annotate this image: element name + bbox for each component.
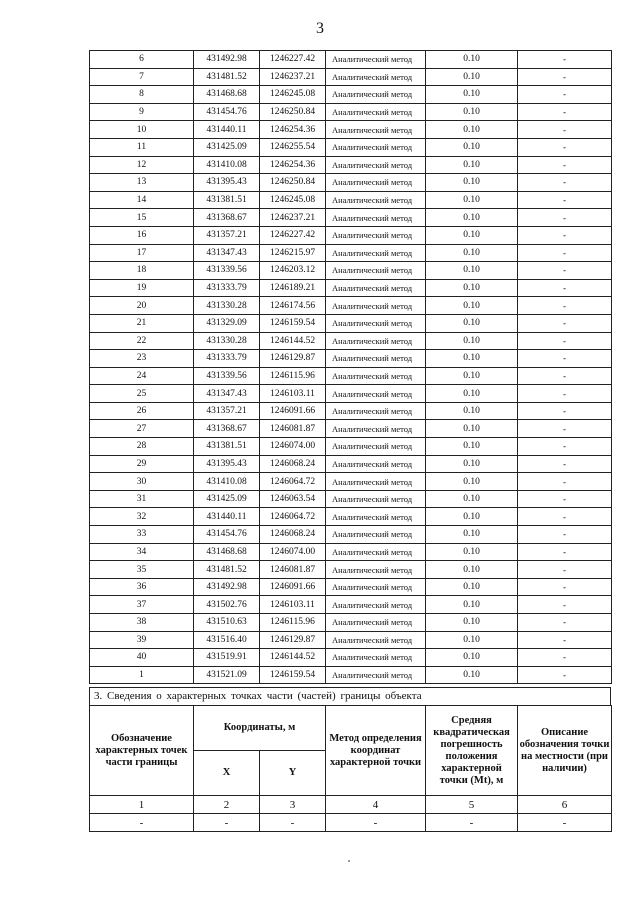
y-coordinate-cell: 1246250.84 <box>260 174 326 192</box>
accuracy-cell: 0.10 <box>426 420 518 438</box>
point-number-cell: 22 <box>90 332 194 350</box>
point-number-cell: 23 <box>90 350 194 368</box>
y-coordinate-cell: 1246091.66 <box>260 578 326 596</box>
accuracy-cell: 0.10 <box>426 543 518 561</box>
accuracy-cell: 0.10 <box>426 244 518 262</box>
point-number-cell: 29 <box>90 455 194 473</box>
accuracy-cell: 0.10 <box>426 631 518 649</box>
accuracy-cell: 0.10 <box>426 561 518 579</box>
accuracy-cell: 0.10 <box>426 649 518 667</box>
point-number-cell: 19 <box>90 279 194 297</box>
y-coordinate-cell: 1246081.87 <box>260 561 326 579</box>
table-row <box>90 526 612 544</box>
accuracy-cell: 0.10 <box>426 121 518 139</box>
y-coordinate-cell: 1246091.66 <box>260 402 326 420</box>
x-coordinate-cell: 431339.56 <box>194 367 260 385</box>
method-cell: Аналитический метод <box>326 191 426 209</box>
table-row <box>90 121 612 139</box>
x-coordinate-cell: 431410.08 <box>194 473 260 491</box>
method-cell: Аналитический метод <box>326 420 426 438</box>
x-coordinate-cell: 431519.91 <box>194 649 260 667</box>
scan-speck <box>348 860 350 862</box>
point-number-cell: 25 <box>90 385 194 403</box>
accuracy-cell: 0.10 <box>426 226 518 244</box>
accuracy-cell: 0.10 <box>426 262 518 280</box>
accuracy-cell: 0.10 <box>426 138 518 156</box>
point-number-cell: 8 <box>90 86 194 104</box>
y-coordinate-cell: 1246074.00 <box>260 543 326 561</box>
y-coordinate-cell: 1246129.87 <box>260 350 326 368</box>
point-number-cell: 6 <box>90 51 194 69</box>
description-cell: - <box>518 367 612 385</box>
method-cell: Аналитический метод <box>326 121 426 139</box>
x-coordinate-cell: 431481.52 <box>194 68 260 86</box>
description-cell: - <box>518 297 612 315</box>
y-coordinate-cell: 1246227.42 <box>260 226 326 244</box>
description-cell: - <box>518 244 612 262</box>
description-cell: - <box>518 631 612 649</box>
table-row <box>90 191 612 209</box>
x-coordinate-cell: 431381.51 <box>194 438 260 456</box>
description-cell: - <box>518 156 612 174</box>
point-number-cell: 9 <box>90 103 194 121</box>
method-cell: Аналитический метод <box>326 156 426 174</box>
method-cell: Аналитический метод <box>326 473 426 491</box>
description-cell: - <box>518 86 612 104</box>
x-coordinate-cell: 431368.67 <box>194 209 260 227</box>
accuracy-cell: 0.10 <box>426 297 518 315</box>
description-cell: - <box>518 209 612 227</box>
accuracy-cell: 0.10 <box>426 402 518 420</box>
table-row <box>90 438 612 456</box>
accuracy-cell: 0.10 <box>426 385 518 403</box>
table-row <box>90 279 612 297</box>
point-number-cell: 11 <box>90 138 194 156</box>
table-row <box>90 649 612 667</box>
method-cell: Аналитический метод <box>326 649 426 667</box>
point-number-cell: 33 <box>90 526 194 544</box>
method-cell: Аналитический метод <box>326 508 426 526</box>
description-cell: - <box>518 402 612 420</box>
description-cell: - <box>518 121 612 139</box>
table-row <box>90 174 612 192</box>
y-coordinate-cell: 1246159.54 <box>260 666 326 684</box>
description-cell: - <box>518 490 612 508</box>
point-number-cell: 34 <box>90 543 194 561</box>
method-cell: Аналитический метод <box>326 86 426 104</box>
accuracy-cell: 0.10 <box>426 156 518 174</box>
empty-data-row <box>90 814 612 832</box>
y-coordinate-cell: 1246174.56 <box>260 297 326 315</box>
table-row <box>90 103 612 121</box>
description-cell: - <box>518 508 612 526</box>
y-coordinate-cell: 1246250.84 <box>260 103 326 121</box>
accuracy-cell: 0.10 <box>426 438 518 456</box>
accuracy-cell: 0.10 <box>426 614 518 632</box>
point-number-cell: 7 <box>90 68 194 86</box>
y-coordinate-cell: 1246115.96 <box>260 614 326 632</box>
point-number-cell: 18 <box>90 262 194 280</box>
empty-cell: - <box>426 814 518 832</box>
point-number-cell: 30 <box>90 473 194 491</box>
section3-heading: 3. Сведения о характерных точках части (частей) границы объекта <box>89 687 611 705</box>
coordinates-table-body <box>90 51 612 684</box>
y-coordinate-cell: 1246115.96 <box>260 367 326 385</box>
y-coordinate-cell: 1246255.54 <box>260 138 326 156</box>
accuracy-cell: 0.10 <box>426 666 518 684</box>
description-cell: - <box>518 174 612 192</box>
table-row <box>90 350 612 368</box>
description-cell: - <box>518 596 612 614</box>
table-row <box>90 473 612 491</box>
x-coordinate-cell: 431395.43 <box>194 455 260 473</box>
x-coordinate-cell: 431516.40 <box>194 631 260 649</box>
accuracy-cell: 0.10 <box>426 174 518 192</box>
y-coordinate-cell: 1246254.36 <box>260 156 326 174</box>
column-number: 5 <box>426 796 518 814</box>
x-coordinate-cell: 431481.52 <box>194 561 260 579</box>
table-row <box>90 543 612 561</box>
column-number: 4 <box>326 796 426 814</box>
header-method: Метод определения координат характерной точки <box>326 706 426 796</box>
table-row <box>90 631 612 649</box>
y-coordinate-cell: 1246144.52 <box>260 649 326 667</box>
description-cell: - <box>518 420 612 438</box>
point-number-cell: 36 <box>90 578 194 596</box>
empty-cell: - <box>194 814 260 832</box>
point-number-cell: 37 <box>90 596 194 614</box>
table-row <box>90 385 612 403</box>
table-row <box>90 420 612 438</box>
point-number-cell: 39 <box>90 631 194 649</box>
table-row <box>90 508 612 526</box>
description-cell: - <box>518 438 612 456</box>
point-number-cell: 40 <box>90 649 194 667</box>
point-number-cell: 27 <box>90 420 194 438</box>
table-row <box>90 68 612 86</box>
accuracy-cell: 0.10 <box>426 578 518 596</box>
method-cell: Аналитический метод <box>326 596 426 614</box>
empty-cell: - <box>518 814 612 832</box>
y-coordinate-cell: 1246159.54 <box>260 314 326 332</box>
y-coordinate-cell: 1246064.72 <box>260 473 326 491</box>
accuracy-cell: 0.10 <box>426 314 518 332</box>
description-cell: - <box>518 226 612 244</box>
method-cell: Аналитический метод <box>326 455 426 473</box>
x-coordinate-cell: 431381.51 <box>194 191 260 209</box>
y-coordinate-cell: 1246189.21 <box>260 279 326 297</box>
y-coordinate-cell: 1246203.12 <box>260 262 326 280</box>
method-cell: Аналитический метод <box>326 631 426 649</box>
table-row <box>90 314 612 332</box>
description-cell: - <box>518 138 612 156</box>
x-coordinate-cell: 431454.76 <box>194 103 260 121</box>
x-coordinate-cell: 431329.09 <box>194 314 260 332</box>
x-coordinate-cell: 431502.76 <box>194 596 260 614</box>
method-cell: Аналитический метод <box>326 332 426 350</box>
table-row <box>90 209 612 227</box>
point-number-cell: 26 <box>90 402 194 420</box>
method-cell: Аналитический метод <box>326 385 426 403</box>
point-number-cell: 13 <box>90 174 194 192</box>
table-row <box>90 138 612 156</box>
table-row <box>90 578 612 596</box>
point-number-cell: 12 <box>90 156 194 174</box>
method-cell: Аналитический метод <box>326 297 426 315</box>
method-cell: Аналитический метод <box>326 314 426 332</box>
y-coordinate-cell: 1246081.87 <box>260 420 326 438</box>
method-cell: Аналитический метод <box>326 226 426 244</box>
x-coordinate-cell: 431347.43 <box>194 244 260 262</box>
header-accuracy: Средняя квадратическая погрешность положения характерной точки (Mt), м <box>426 706 518 796</box>
x-coordinate-cell: 431521.09 <box>194 666 260 684</box>
method-cell: Аналитический метод <box>326 138 426 156</box>
x-coordinate-cell: 431357.21 <box>194 226 260 244</box>
column-number: 6 <box>518 796 612 814</box>
x-coordinate-cell: 431492.98 <box>194 51 260 69</box>
accuracy-cell: 0.10 <box>426 51 518 69</box>
point-number-cell: 1 <box>90 666 194 684</box>
method-cell: Аналитический метод <box>326 209 426 227</box>
accuracy-cell: 0.10 <box>426 596 518 614</box>
accuracy-cell: 0.10 <box>426 508 518 526</box>
x-coordinate-cell: 431510.63 <box>194 614 260 632</box>
method-cell: Аналитический метод <box>326 367 426 385</box>
method-cell: Аналитический метод <box>326 103 426 121</box>
accuracy-cell: 0.10 <box>426 209 518 227</box>
y-coordinate-cell: 1246237.21 <box>260 209 326 227</box>
point-number-cell: 10 <box>90 121 194 139</box>
y-coordinate-cell: 1246245.08 <box>260 191 326 209</box>
description-cell: - <box>518 279 612 297</box>
description-cell: - <box>518 473 612 491</box>
empty-cell: - <box>326 814 426 832</box>
x-coordinate-cell: 431440.11 <box>194 121 260 139</box>
x-coordinate-cell: 431357.21 <box>194 402 260 420</box>
method-cell: Аналитический метод <box>326 543 426 561</box>
x-coordinate-cell: 431330.28 <box>194 332 260 350</box>
y-coordinate-cell: 1246074.00 <box>260 438 326 456</box>
description-cell: - <box>518 526 612 544</box>
method-cell: Аналитический метод <box>326 438 426 456</box>
x-coordinate-cell: 431492.98 <box>194 578 260 596</box>
table-row <box>90 262 612 280</box>
description-cell: - <box>518 614 612 632</box>
point-number-cell: 15 <box>90 209 194 227</box>
table-row <box>90 455 612 473</box>
empty-cell: - <box>260 814 326 832</box>
description-cell: - <box>518 68 612 86</box>
table-row <box>90 226 612 244</box>
point-number-cell: 14 <box>90 191 194 209</box>
y-coordinate-cell: 1246063.54 <box>260 490 326 508</box>
x-coordinate-cell: 431425.09 <box>194 138 260 156</box>
x-coordinate-cell: 431454.76 <box>194 526 260 544</box>
x-coordinate-cell: 431440.11 <box>194 508 260 526</box>
header-x: X <box>194 751 260 796</box>
column-number: 3 <box>260 796 326 814</box>
x-coordinate-cell: 431330.28 <box>194 297 260 315</box>
header-coordinates: Координаты, м <box>194 706 326 751</box>
x-coordinate-cell: 431425.09 <box>194 490 260 508</box>
accuracy-cell: 0.10 <box>426 68 518 86</box>
y-coordinate-cell: 1246245.08 <box>260 86 326 104</box>
y-coordinate-cell: 1246215.97 <box>260 244 326 262</box>
point-number-cell: 16 <box>90 226 194 244</box>
method-cell: Аналитический метод <box>326 614 426 632</box>
accuracy-cell: 0.10 <box>426 350 518 368</box>
description-cell: - <box>518 332 612 350</box>
description-cell: - <box>518 543 612 561</box>
point-number-cell: 17 <box>90 244 194 262</box>
description-cell: - <box>518 455 612 473</box>
table-row <box>90 490 612 508</box>
y-coordinate-cell: 1246144.52 <box>260 332 326 350</box>
y-coordinate-cell: 1246064.72 <box>260 508 326 526</box>
x-coordinate-cell: 431368.67 <box>194 420 260 438</box>
description-cell: - <box>518 350 612 368</box>
method-cell: Аналитический метод <box>326 350 426 368</box>
description-cell: - <box>518 666 612 684</box>
y-coordinate-cell: 1246129.87 <box>260 631 326 649</box>
point-number-cell: 20 <box>90 297 194 315</box>
table-row <box>90 86 612 104</box>
method-cell: Аналитический метод <box>326 174 426 192</box>
method-cell: Аналитический метод <box>326 262 426 280</box>
description-cell: - <box>518 561 612 579</box>
accuracy-cell: 0.10 <box>426 332 518 350</box>
header-row <box>90 706 612 751</box>
table-row <box>90 561 612 579</box>
table-row <box>90 666 612 684</box>
description-cell: - <box>518 578 612 596</box>
point-number-cell: 35 <box>90 561 194 579</box>
x-coordinate-cell: 431333.79 <box>194 279 260 297</box>
y-coordinate-cell: 1246254.36 <box>260 121 326 139</box>
column-number: 2 <box>194 796 260 814</box>
x-coordinate-cell: 431339.56 <box>194 262 260 280</box>
y-coordinate-cell: 1246227.42 <box>260 51 326 69</box>
point-number-cell: 28 <box>90 438 194 456</box>
point-number-cell: 38 <box>90 614 194 632</box>
method-cell: Аналитический метод <box>326 244 426 262</box>
x-coordinate-cell: 431395.43 <box>194 174 260 192</box>
method-cell: Аналитический метод <box>326 51 426 69</box>
accuracy-cell: 0.10 <box>426 526 518 544</box>
accuracy-cell: 0.10 <box>426 490 518 508</box>
table-row <box>90 614 612 632</box>
method-cell: Аналитический метод <box>326 402 426 420</box>
header-designation: Обозначение характерных точек части границы <box>90 706 194 796</box>
table-row <box>90 596 612 614</box>
point-number-cell: 24 <box>90 367 194 385</box>
table-row <box>90 156 612 174</box>
y-coordinate-cell: 1246103.11 <box>260 385 326 403</box>
method-cell: Аналитический метод <box>326 279 426 297</box>
method-cell: Аналитический метод <box>326 68 426 86</box>
x-coordinate-cell: 431468.68 <box>194 86 260 104</box>
coordinates-table <box>89 50 612 684</box>
table-row <box>90 367 612 385</box>
description-cell: - <box>518 103 612 121</box>
y-coordinate-cell: 1246103.11 <box>260 596 326 614</box>
method-cell: Аналитический метод <box>326 526 426 544</box>
accuracy-cell: 0.10 <box>426 86 518 104</box>
empty-cell: - <box>90 814 194 832</box>
method-cell: Аналитический метод <box>326 490 426 508</box>
point-number-cell: 21 <box>90 314 194 332</box>
x-coordinate-cell: 431333.79 <box>194 350 260 368</box>
part-boundary-table <box>89 705 612 832</box>
description-cell: - <box>518 262 612 280</box>
table-row <box>90 297 612 315</box>
table-row <box>90 51 612 69</box>
accuracy-cell: 0.10 <box>426 455 518 473</box>
x-coordinate-cell: 431410.08 <box>194 156 260 174</box>
accuracy-cell: 0.10 <box>426 279 518 297</box>
method-cell: Аналитический метод <box>326 578 426 596</box>
column-number: 1 <box>90 796 194 814</box>
x-coordinate-cell: 431468.68 <box>194 543 260 561</box>
page-number: 3 <box>316 20 324 37</box>
description-cell: - <box>518 314 612 332</box>
table-row <box>90 332 612 350</box>
y-coordinate-cell: 1246237.21 <box>260 68 326 86</box>
header-y: Y <box>260 751 326 796</box>
description-cell: - <box>518 191 612 209</box>
accuracy-cell: 0.10 <box>426 367 518 385</box>
table-row <box>90 244 612 262</box>
point-number-cell: 31 <box>90 490 194 508</box>
accuracy-cell: 0.10 <box>426 103 518 121</box>
description-cell: - <box>518 649 612 667</box>
x-coordinate-cell: 431347.43 <box>194 385 260 403</box>
point-number-cell: 32 <box>90 508 194 526</box>
header-description: Описание обозначения точки на местности (при наличии) <box>518 706 612 796</box>
y-coordinate-cell: 1246068.24 <box>260 455 326 473</box>
table-row <box>90 402 612 420</box>
method-cell: Аналитический метод <box>326 561 426 579</box>
accuracy-cell: 0.10 <box>426 191 518 209</box>
accuracy-cell: 0.10 <box>426 473 518 491</box>
column-number-row <box>90 796 612 814</box>
y-coordinate-cell: 1246068.24 <box>260 526 326 544</box>
description-cell: - <box>518 385 612 403</box>
description-cell: - <box>518 51 612 69</box>
method-cell: Аналитический метод <box>326 666 426 684</box>
